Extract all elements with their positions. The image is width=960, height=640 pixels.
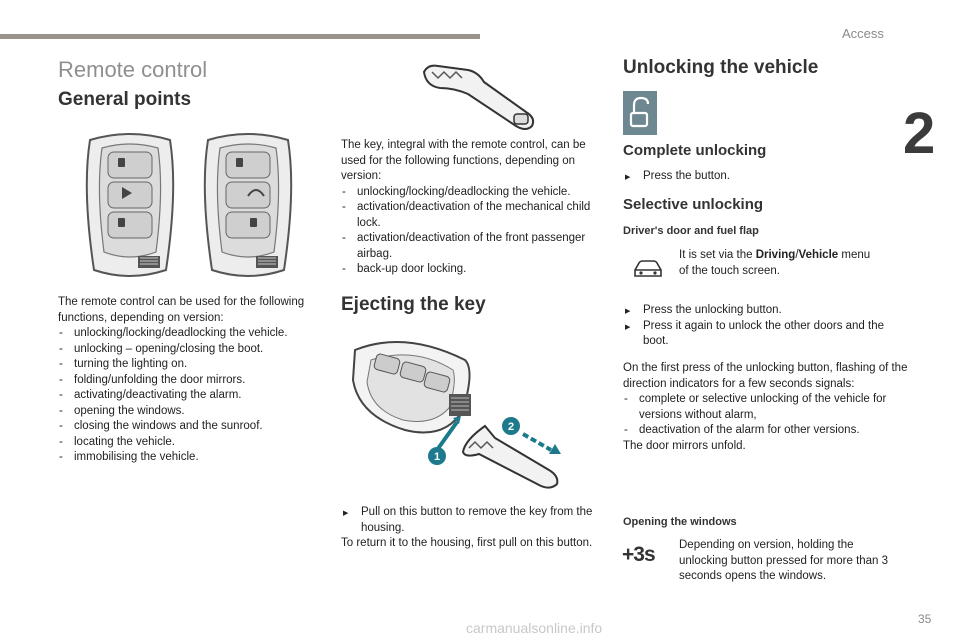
lock-icon xyxy=(118,158,125,167)
eject-instructions xyxy=(341,505,596,552)
opening-windows-text xyxy=(679,538,889,585)
list-item: - unlocking – opening/closing the boot. xyxy=(58,342,333,358)
list-item: - opening the windows. xyxy=(58,404,333,420)
signals-block xyxy=(623,361,908,454)
header-bar xyxy=(0,34,480,39)
page-number: 35 xyxy=(918,612,932,626)
remote-3-button xyxy=(87,134,173,276)
chapter-number: 2 xyxy=(903,101,936,166)
remote-intro: The remote control can be used for the following functions, depending on version: xyxy=(58,296,305,324)
page-title: Remote control xyxy=(58,57,208,82)
list-item: - unlocking/locking/deadlocking the vehicle. xyxy=(58,326,333,342)
list-item: - activation/deactivation of the front passenger airbag. xyxy=(341,231,596,262)
list-item: - locating the vehicle. xyxy=(58,435,333,451)
key-intro: The key, integral with the remote control, can be used for the following functions, depending on version: xyxy=(341,139,586,182)
remote-functions-block xyxy=(58,295,333,466)
car-settings-icon xyxy=(631,258,665,280)
driver-text-post: menu of the touch screen. xyxy=(679,249,871,277)
driver-text-pre: It is set via the xyxy=(679,249,756,261)
remote-4-button xyxy=(205,134,291,276)
list-item: - complete or selective unlocking of the vehicle for versions without alarm, xyxy=(623,392,908,423)
eject-steps xyxy=(341,505,596,536)
watermark: carmanualsonline.info xyxy=(466,620,603,636)
callout-2-label: 2 xyxy=(507,421,515,433)
selective-unlocking-heading: Selective unlocking xyxy=(623,196,764,213)
unlock-button-icon xyxy=(623,91,657,135)
list-item: - immobilising the vehicle. xyxy=(58,450,333,466)
remote-function-list xyxy=(58,326,333,466)
list-item: - closing the windows and the sunroof. xyxy=(58,419,333,435)
list-item: - back-up door locking. xyxy=(341,262,596,278)
callout-1-label: 1 xyxy=(433,451,441,463)
unlock-icon xyxy=(118,218,125,227)
return-text: To return it to the housing, first pull on this button. xyxy=(341,537,593,549)
opening-windows-heading: Opening the windows xyxy=(623,516,737,528)
list-item: ▶ Press the button. xyxy=(623,169,913,185)
general-points-heading: General points xyxy=(58,89,192,110)
complete-unlocking-steps xyxy=(623,169,913,185)
list-item: - unlocking/locking/deadlocking the vehicle. xyxy=(341,185,596,201)
mirrors-text: The door mirrors unfold. xyxy=(623,439,746,452)
plus-3s-icon: +3s xyxy=(622,543,655,566)
unlocking-heading: Unlocking the vehicle xyxy=(623,57,819,78)
list-item: ▶ Press the unlocking button. xyxy=(623,303,903,319)
list-item: ▶ Press it again to unlock the other doors and the boot. xyxy=(623,319,903,350)
list-item: - turning the lighting on. xyxy=(58,357,333,373)
ejecting-key-heading: Ejecting the key xyxy=(341,294,486,315)
windows-text: Depending on version, holding the unlocking button pressed for more than 3 seconds opens the windows. xyxy=(679,539,889,582)
list-item: - activating/deactivating the alarm. xyxy=(58,388,333,404)
driving-menu-label: Driving xyxy=(755,249,796,261)
driver-door-heading: Driver's door and fuel flap xyxy=(623,225,759,237)
first-press-text: On the first press of the unlocking button, flashing of the direction indicators for a few seconds signals: xyxy=(623,362,908,390)
list-item: - activation/deactivation of the mechanical child lock. xyxy=(341,200,596,231)
key-functions-block xyxy=(341,138,596,278)
list-item: - deactivation of the alarm for other versions. xyxy=(623,423,908,439)
key-ejection-illustration xyxy=(345,330,595,500)
vehicle-menu-label: Vehicle xyxy=(798,249,839,261)
complete-unlocking-heading: Complete unlocking xyxy=(623,142,767,159)
list-item: - folding/unfolding the door mirrors. xyxy=(58,373,333,389)
key-function-list xyxy=(341,185,596,278)
remote-control-illustration xyxy=(72,130,302,280)
section-title: Access xyxy=(842,26,884,41)
driver-door-text xyxy=(679,248,879,279)
key-blade-illustration xyxy=(418,62,543,137)
selective-steps-block xyxy=(623,303,903,350)
menu-separator: / xyxy=(795,249,799,261)
list-item: ▶ Pull on this button to remove the key from the housing. xyxy=(341,505,596,536)
